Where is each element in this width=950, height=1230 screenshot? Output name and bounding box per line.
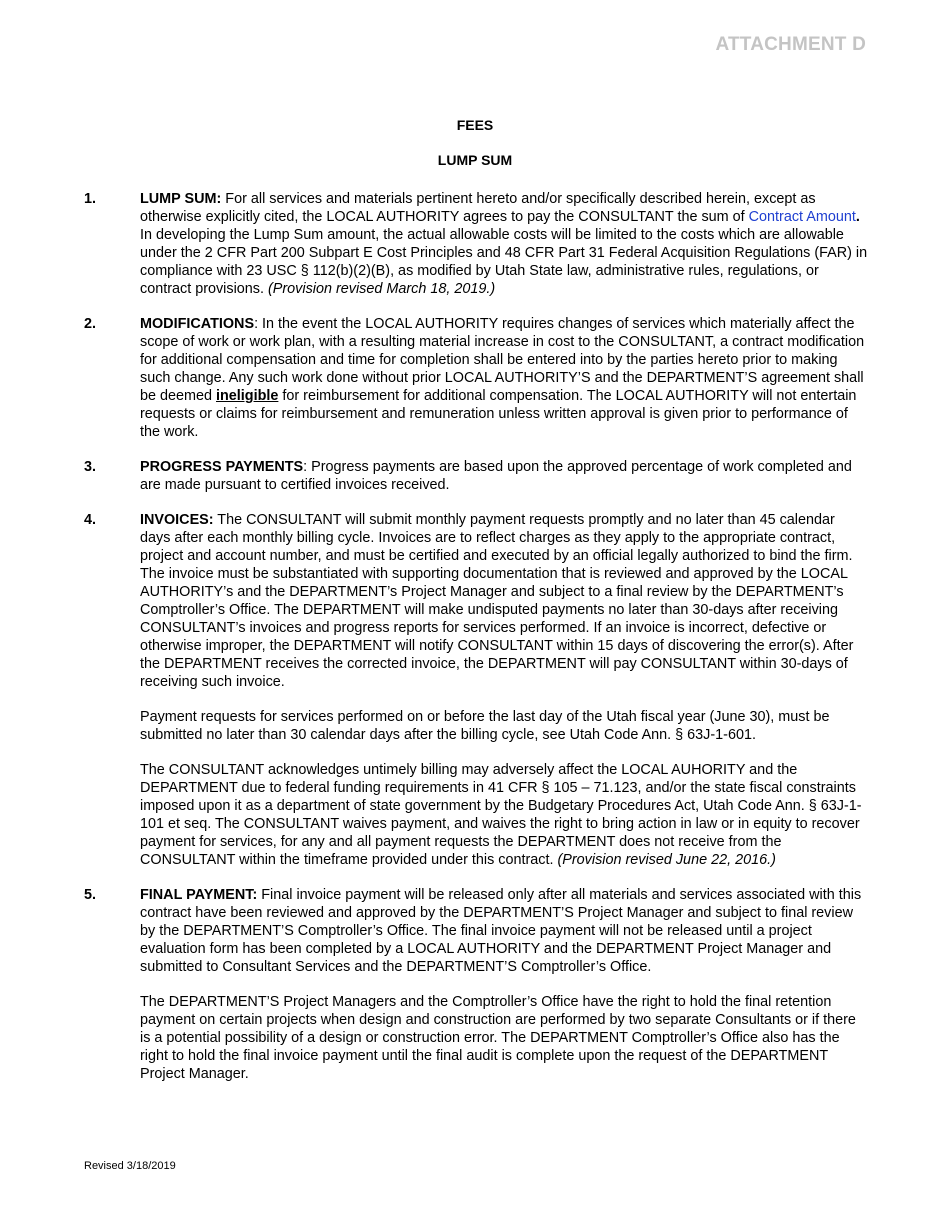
section-text: Final invoice payment will be released only after all materials and services associated with this contract have been reviewed and approved by the DEPARTMENT’S Project Manager and subject to final review by the DEPARTMENT’S Comptroller’s Office. The final invoice payment will not be released until a project evaluation form has been completed by a LOCAL AUTHORITY and the DEPARTMENT Project Manager and submitted to Consultant Services and the DEPARTMENT’S Comptroller’s Office. <box>140 887 862 975</box>
section-paragraph <box>140 511 868 691</box>
section-number: 3. <box>84 459 97 475</box>
section-paragraph <box>140 315 868 441</box>
section-lump-sum <box>84 190 868 298</box>
section-text: For all services and materials pertinent hereto and/or specifically described herein, except as otherwise explicitly cited, the LOCAL AUTHORITY agrees to pay the CONSULTANT the sum of <box>140 191 816 225</box>
section-text: The CONSULTANT will submit monthly payment requests promptly and no later than 45 calendar days after each monthly billing cycle. Invoices are to reflect charges as they apply to the appropriate contract, project and account number, and must be certified and executed by an official legally authorized to bind the firm. The invoice must be substantiated with supporting documentation that is reviewed and approved by the LOCAL AUTHORITY’s and the DEPARTMENT’s Project Manager and subject to a final review by the DEPARTMENT’s Comptroller’s Office. The DEPARTMENT will make undisputed payments no later than 30-days after receiving CONSULTANT’s invoices and progress reports for services performed. If an invoice is incorrect, defective or otherwise improper, the DEPARTMENT will notify CONSULTANT within 15 days of discovering the error(s). After the DEPARTMENT receives the corrected invoice, the DEPARTMENT will pay CONSULTANT within 30-days of receiving such invoice. <box>140 512 854 690</box>
ineligible-emphasis: ineligible <box>216 388 279 404</box>
section-modifications <box>84 315 868 441</box>
revision-footer: Revised 3/18/2019 <box>84 1160 176 1172</box>
section-paragraph: The DEPARTMENT’S Project Managers and the Comptroller’s Office have the right to hold the final retention payment on certain projects when design and construction are performed by two separate Consultants or if there is a potential possibility of a design or construction error. The DEPARTMENT Comptroller’s Office also has the right to hold the final invoice payment until the final audit is complete upon the request of the DEPARTMENT Project Manager. <box>140 994 856 1082</box>
section-content <box>140 190 868 298</box>
section-number: 4. <box>84 512 97 528</box>
section-final-payment <box>84 886 868 1083</box>
section-heading: MODIFICATIONS <box>140 316 255 332</box>
page-subtitle: LUMP SUM <box>437 152 513 168</box>
section-content <box>140 511 868 869</box>
section-heading: INVOICES: <box>140 512 214 528</box>
section-paragraph: Payment requests for services performed on or before the last day of the Utah fiscal year (June 30), must be submitted no later than 30 calendar days after the billing cycle, see Utah Code Ann. § 63J-1-601. <box>140 709 830 743</box>
section-paragraph <box>140 458 868 494</box>
revision-note: (Provision revised March 18, 2019.) <box>267 281 496 297</box>
section-progress-payments <box>84 458 868 494</box>
section-heading: PROGRESS PAYMENTS <box>140 459 304 475</box>
contract-amount-field[interactable]: Contract Amount <box>748 209 856 225</box>
section-paragraph <box>140 190 868 298</box>
section-paragraph <box>140 886 868 976</box>
page-title: FEES <box>456 117 494 133</box>
section-heading: LUMP SUM: <box>140 191 222 207</box>
document-body <box>84 190 868 1100</box>
section-text: In developing the Lump Sum amount, the actual allowable costs will be limited to the costs which are allowable under the 2 CFR Part 200 Subpart E Cost Principles and 48 CFR Part 31 Federal Acquisition Regulations (FAR) in compliance with 23 USC § 112(b)(2)(B), as modified by Utah State law, administrative rules, regulations, or contract provisions. <box>140 227 868 297</box>
section-text: : In the event the LOCAL AUTHORITY requires changes of services which materially affect the scope of work or work plan, with a resulting material increase in cost to the CONSULTANT, a contract modification for additional compensation and time for completion shall be entered into by the parties hereto prior to making such change. Any such work done without prior LOCAL AUTHORITY’S and the DEPARTMENT’S agreement shall be deemed <box>140 316 865 404</box>
section-heading: FINAL PAYMENT: <box>140 887 258 903</box>
section-text: The CONSULTANT acknowledges untimely billing may adversely affect the LOCAL AUHORITY and the DEPARTMENT due to federal funding requirements in 41 CFR § 105 – 71.123, and/or the state fiscal constraints imposed upon it as a department of state government by the Budgetary Procedures Act, Utah Code Ann. § 63J-1-101 et seq. The CONSULTANT waives payment, and waives the right to bring action in law or in equity to recover payment for services, for any and all payment requests the DEPARTMENT does not receive from the CONSULTANT within the timeframe provided under this contract. <box>140 762 862 868</box>
section-text: . <box>855 209 860 225</box>
section-number: 1. <box>84 191 97 207</box>
section-number: 5. <box>84 887 97 903</box>
attachment-label: ATTACHMENT D <box>715 34 866 55</box>
section-text: for reimbursement for additional compensation. The LOCAL AUTHORITY will not entertain requests or claims for reimbursement and remuneration unless written approval is given prior to performance of the work. <box>140 388 857 440</box>
revision-note: (Provision revised June 22, 2016.) <box>557 852 776 868</box>
section-content <box>140 315 868 441</box>
section-content <box>140 886 868 1083</box>
section-number: 2. <box>84 316 97 332</box>
section-paragraph <box>140 761 868 869</box>
section-content <box>140 458 868 494</box>
section-text: : Progress payments are based upon the approved percentage of work completed and are made pursuant to certified invoices received. <box>140 459 852 493</box>
section-invoices <box>84 511 868 869</box>
